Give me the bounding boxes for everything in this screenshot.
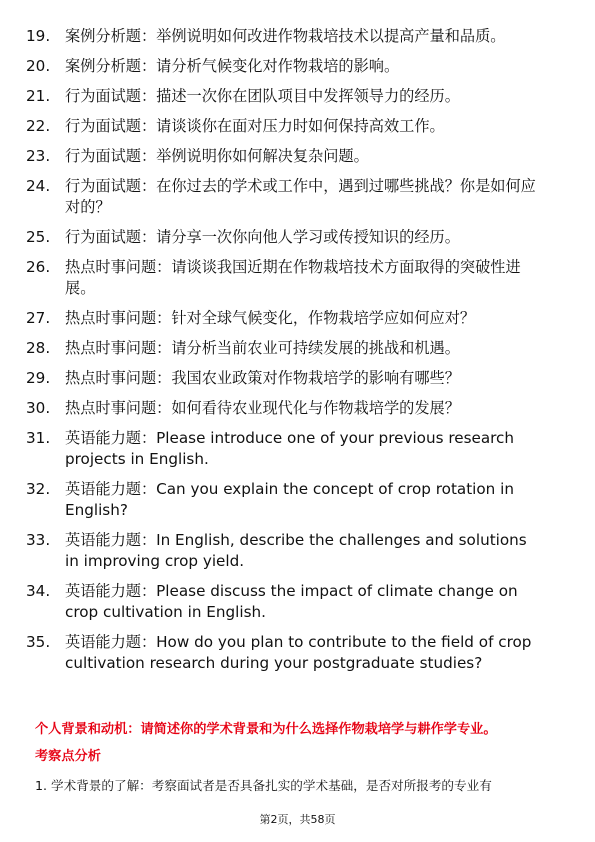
question-item <box>0 56 595 77</box>
question-text: 案例分析题：请分析气候变化对作物栽培的影响。 <box>65 57 400 75</box>
question-text: 英语能力题：Please introduce one of your previous research projects in English. <box>65 429 515 468</box>
question-item <box>0 308 595 329</box>
question-number: 33. <box>26 531 51 549</box>
question-text: 行为面试题：描述一次你在团队项目中发挥领导力的经历。 <box>65 87 460 105</box>
question-text: 热点时事问题：请谈谈我国近期在作物栽培技术方面取得的突破性进展。 <box>65 258 521 297</box>
question-item <box>0 227 595 248</box>
question-item <box>0 581 595 623</box>
question-item <box>0 398 595 419</box>
question-text: 英语能力题：How do you plan to contribute to the field of crop cultivation research during your postgraduate studies? <box>65 633 532 672</box>
question-text: 行为面试题：请谈谈你在面对压力时如何保持高效工作。 <box>65 117 445 135</box>
page-footer: 第2页，共58页 <box>259 813 336 826</box>
question-number: 25. <box>26 228 51 246</box>
question-item <box>0 338 595 359</box>
question-number: 34. <box>26 582 51 600</box>
question-number: 19. <box>26 27 51 45</box>
question-text: 案例分析题：举例说明如何改进作物栽培技术以提高产量和品质。 <box>65 27 506 45</box>
question-text: 英语能力题：Please discuss the impact of climate change on crop cultivation in English. <box>65 582 518 621</box>
question-text: 英语能力题：In English, describe the challenges and solutions in improving crop yield. <box>65 531 527 570</box>
section-heading: 个人背景和动机：请简述你的学术背景和为什么选择作物栽培学与耕作学专业。 <box>35 722 497 737</box>
question-number: 21. <box>26 87 51 105</box>
analysis-point: 1. 学术背景的了解：考察面试者是否具备扎实的学术基础，是否对所报考的专业有 <box>35 778 492 793</box>
question-number: 35. <box>26 633 51 651</box>
question-item <box>0 479 595 521</box>
question-item <box>0 530 595 572</box>
question-list <box>0 26 595 683</box>
question-number: 29. <box>26 369 51 387</box>
question-item <box>0 428 595 470</box>
question-number: 31. <box>26 429 51 447</box>
question-number: 32. <box>26 480 51 498</box>
question-item <box>0 257 595 299</box>
question-item <box>0 86 595 107</box>
question-number: 26. <box>26 258 51 276</box>
question-text: 热点时事问题：针对全球气候变化，作物栽培学应如何应对？ <box>65 309 476 327</box>
question-item <box>0 116 595 137</box>
question-item <box>0 146 595 167</box>
analysis-heading: 考察点分析 <box>35 749 101 764</box>
question-number: 30. <box>26 399 51 417</box>
question-text: 热点时事问题：如何看待农业现代化与作物栽培学的发展？ <box>65 399 460 417</box>
question-number: 24. <box>26 177 51 195</box>
question-text: 行为面试题：在你过去的学术或工作中，遇到过哪些挑战？你是如何应对的？ <box>65 177 536 216</box>
question-number: 23. <box>26 147 51 165</box>
question-text: 行为面试题：举例说明你如何解决复杂问题。 <box>65 147 369 165</box>
question-item <box>0 632 595 674</box>
question-text: 英语能力题：Can you explain the concept of crop rotation in English? <box>65 480 514 519</box>
question-number: 27. <box>26 309 51 327</box>
question-number: 22. <box>26 117 51 135</box>
question-item <box>0 176 595 218</box>
question-item <box>0 368 595 389</box>
question-text: 行为面试题：请分享一次你向他人学习或传授知识的经历。 <box>65 228 460 246</box>
question-number: 20. <box>26 57 51 75</box>
question-text: 热点时事问题：请分析当前农业可持续发展的挑战和机遇。 <box>65 339 460 357</box>
question-item <box>0 26 595 47</box>
question-number: 28. <box>26 339 51 357</box>
question-text: 热点时事问题：我国农业政策对作物栽培学的影响有哪些？ <box>65 369 460 387</box>
